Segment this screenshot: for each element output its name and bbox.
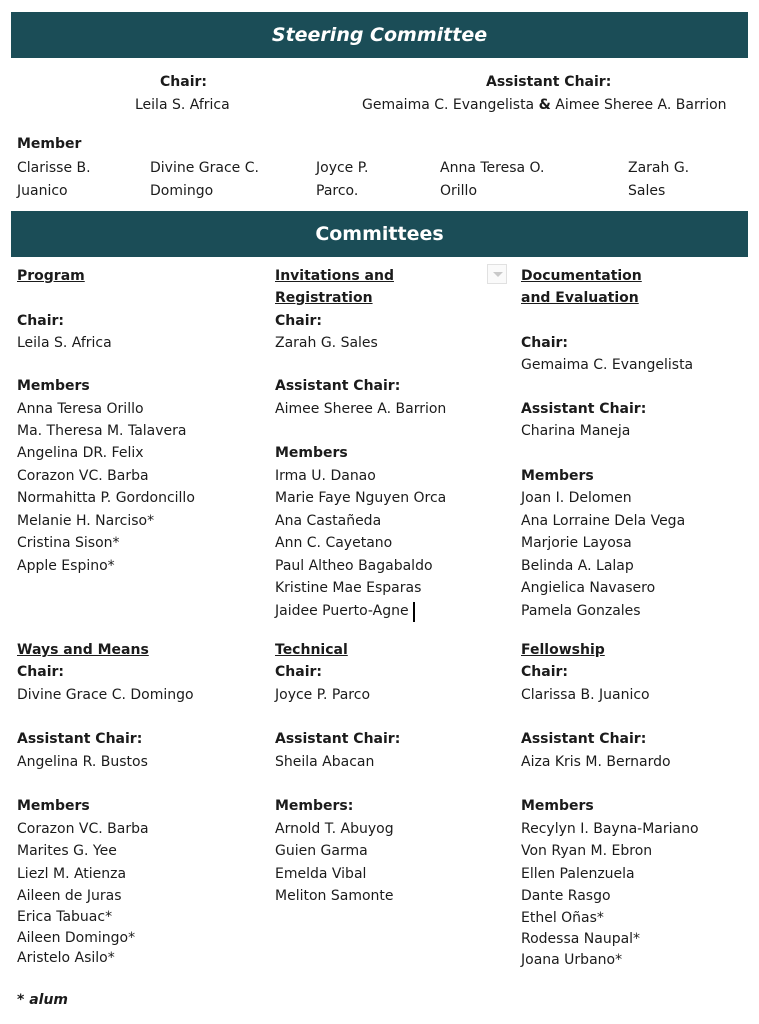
list-item: Arnold T. Abuyog xyxy=(275,821,394,837)
fellowship-assistant-label: Assistant Chair: xyxy=(521,731,647,747)
ways-chair-label: Chair: xyxy=(17,664,64,680)
list-item: Von Ryan M. Ebron xyxy=(521,843,653,859)
list-item: Marites G. Yee xyxy=(17,843,117,859)
list-item: Recylyn I. Bayna-Mariano xyxy=(521,821,699,837)
list-item: Corazon VC. Barba xyxy=(17,468,149,484)
dropdown-toggle-icon[interactable] xyxy=(487,264,507,284)
list-item: Meliton Samonte xyxy=(275,888,394,904)
steering-member-2-line-1: Divine Grace C. xyxy=(150,160,259,176)
invitations-chair-label: Chair: xyxy=(275,313,322,329)
ways-members-label: Members xyxy=(17,798,90,814)
list-item: Normahitta P. Gordoncillo xyxy=(17,490,195,506)
documentation-chair-name: Gemaima C. Evangelista xyxy=(521,357,694,373)
ways-chair-name: Divine Grace C. Domingo xyxy=(17,687,194,703)
documentation-heading-line-1: Documentation xyxy=(521,268,642,284)
list-item: Guien Garma xyxy=(275,843,368,859)
ways-assistant-name: Angelina R. Bustos xyxy=(17,754,148,770)
documentation-assistant-label: Assistant Chair: xyxy=(521,401,647,417)
steering-member-2-line-2: Domingo xyxy=(150,183,214,199)
invitations-assistant-label: Assistant Chair: xyxy=(275,378,401,394)
list-item: Ana Lorraine Dela Vega xyxy=(521,513,686,529)
list-item: Irma U. Danao xyxy=(275,468,376,484)
fellowship-chair-name: Clarissa B. Juanico xyxy=(521,687,650,703)
steering-member-5-line-2: Sales xyxy=(628,183,666,199)
documentation-members-label: Members xyxy=(521,468,594,484)
list-item: Ma. Theresa M. Talavera xyxy=(17,423,187,439)
list-item: Ann C. Cayetano xyxy=(275,535,393,551)
steering-committee-banner xyxy=(11,12,748,58)
steering-assistant-label: Assistant Chair: xyxy=(486,74,612,90)
list-item: Joan I. Delomen xyxy=(521,490,632,506)
list-item: Marjorie Layosa xyxy=(521,535,632,551)
fellowship-members-label: Members xyxy=(521,798,594,814)
list-item: Emelda Vibal xyxy=(275,866,367,882)
technical-chair-name: Joyce P. Parco xyxy=(275,687,371,703)
documentation-chair-label: Chair: xyxy=(521,335,568,351)
technical-members-label: Members: xyxy=(275,798,354,814)
committees-title: Committees xyxy=(315,223,444,245)
fellowship-heading: Fellowship xyxy=(521,642,605,658)
documentation-assistant-name: Charina Maneja xyxy=(521,423,631,439)
list-item: Liezl M. Atienza xyxy=(17,866,127,882)
list-item: Corazon VC. Barba xyxy=(17,821,149,837)
steering-chair-label: Chair: xyxy=(160,74,207,90)
list-item: Aristelo Asilo* xyxy=(17,950,115,966)
committees-banner xyxy=(11,211,748,257)
steering-assistant-amp: & xyxy=(538,97,551,113)
invitations-heading-line-1: Invitations and xyxy=(275,268,394,284)
program-chair-name: Leila S. Africa xyxy=(17,335,112,351)
invitations-assistant-name: Aimee Sheree A. Barrion xyxy=(275,401,447,417)
technical-heading: Technical xyxy=(275,642,348,658)
alum-footnote: * alum xyxy=(17,992,68,1008)
list-item: Angielica Navasero xyxy=(521,580,656,596)
list-item: Pamela Gonzales xyxy=(521,603,641,619)
list-item: Cristina Sison* xyxy=(17,535,120,551)
text-cursor xyxy=(413,602,415,622)
program-chair-label: Chair: xyxy=(17,313,64,329)
ways-heading: Ways and Means xyxy=(17,642,149,658)
invitations-members-label: Members xyxy=(275,445,348,461)
list-item: Aileen de Juras xyxy=(17,888,122,904)
list-item: Aileen Domingo* xyxy=(17,930,136,946)
ways-assistant-label: Assistant Chair: xyxy=(17,731,143,747)
list-item: Anna Teresa Orillo xyxy=(17,401,144,417)
steering-member-4-line-2: Orillo xyxy=(440,183,478,199)
list-item: Apple Espino* xyxy=(17,558,115,574)
list-item: Melanie H. Narciso* xyxy=(17,513,155,529)
list-item: Erica Tabuac* xyxy=(17,909,113,925)
steering-member-3-line-1: Joyce P. xyxy=(316,160,369,176)
list-item: Dante Rasgo xyxy=(521,888,611,904)
list-item: Paul Altheo Bagabaldo xyxy=(275,558,433,574)
steering-member-1-line-1: Clarisse B. xyxy=(17,160,91,176)
list-item: Angelina DR. Felix xyxy=(17,445,144,461)
technical-chair-label: Chair: xyxy=(275,664,322,680)
steering-member-3-line-2: Parco. xyxy=(316,183,359,199)
steering-committee-title: Steering Committee xyxy=(271,24,488,46)
steering-chair-name: Leila S. Africa xyxy=(135,97,230,113)
list-item: Ethel Oñas* xyxy=(521,910,604,926)
list-item: Rodessa Naupal* xyxy=(521,931,641,947)
fellowship-assistant-name: Aiza Kris M. Bernardo xyxy=(521,754,671,770)
list-item: Ellen Palenzuela xyxy=(521,866,635,882)
steering-assistant-names xyxy=(362,95,727,115)
list-item: Joana Urbano* xyxy=(521,952,623,968)
invitations-heading-line-2: Registration xyxy=(275,290,373,306)
steering-member-5-line-1: Zarah G. xyxy=(628,160,690,176)
list-item: Belinda A. Lalap xyxy=(521,558,634,574)
technical-assistant-label: Assistant Chair: xyxy=(275,731,401,747)
program-heading: Program xyxy=(17,268,85,284)
steering-assistant-name-2: Aimee Sheree A. Barrion xyxy=(555,97,727,113)
fellowship-chair-label: Chair: xyxy=(521,664,568,680)
steering-assistant-name-1: Gemaima C. Evangelista xyxy=(362,97,535,113)
steering-member-label: Member xyxy=(17,136,82,152)
list-item: Ana Castañeda xyxy=(275,513,382,529)
list-item[interactable]: Jaidee Puerto-Agne xyxy=(275,603,409,619)
steering-member-1-line-2: Juanico xyxy=(17,183,68,199)
invitations-chair-name: Zarah G. Sales xyxy=(275,335,378,351)
program-members-label: Members xyxy=(17,378,90,394)
list-item: Marie Faye Nguyen Orca xyxy=(275,490,447,506)
list-item: Kristine Mae Esparas xyxy=(275,580,422,596)
documentation-heading-line-2: and Evaluation xyxy=(521,290,639,306)
technical-assistant-name: Sheila Abacan xyxy=(275,754,375,770)
steering-member-4-line-1: Anna Teresa O. xyxy=(440,160,545,176)
